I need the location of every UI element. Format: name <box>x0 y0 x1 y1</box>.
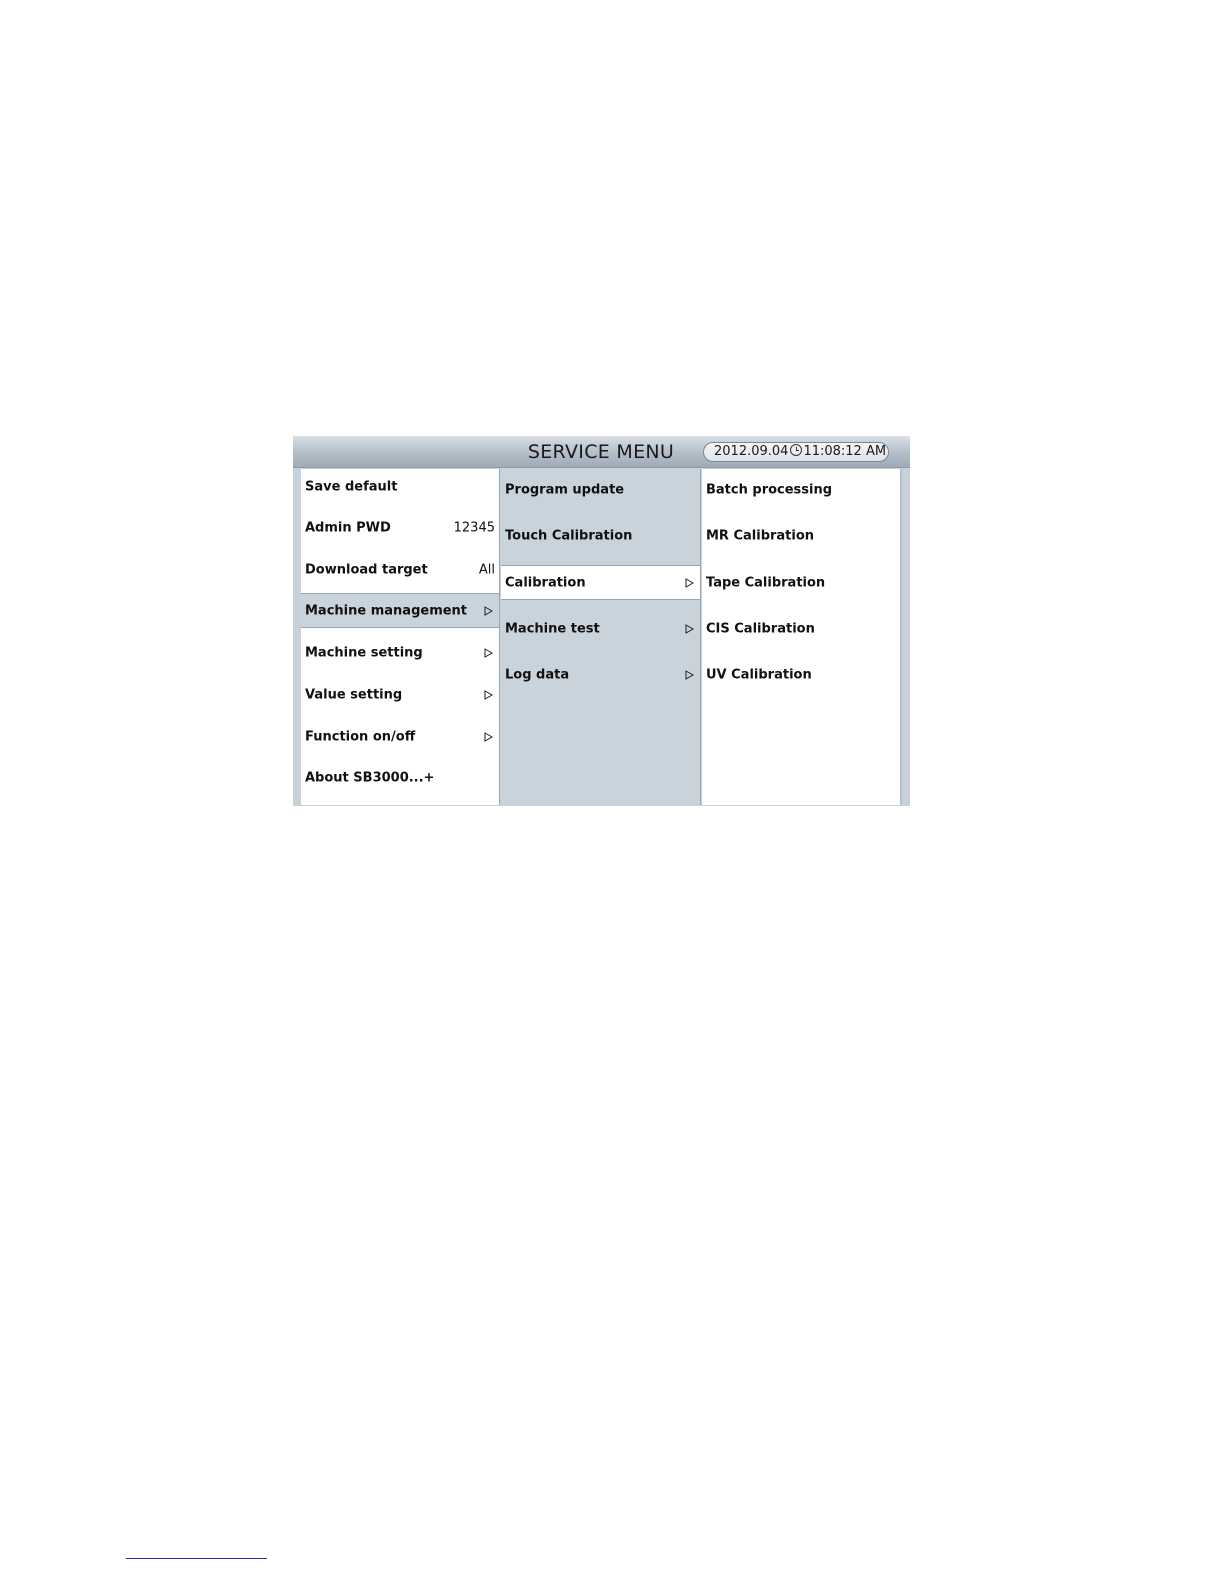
submenu-arrow-icon <box>484 690 493 700</box>
menu-item-label: Batch processing <box>706 482 833 497</box>
menu-item-label: Value setting <box>305 687 403 702</box>
submenu-arrow-icon <box>685 578 694 588</box>
menu-item-label: CIS Calibration <box>706 621 815 636</box>
clock-icon <box>790 444 802 456</box>
menu-item-function-on-off[interactable] <box>301 719 499 754</box>
submenu-item-machine-test[interactable] <box>501 611 700 646</box>
date-time-display <box>703 442 889 462</box>
menu-item-label: Save default <box>305 479 398 494</box>
menu-item-label: UV Calibration <box>706 667 812 682</box>
calibration-item-cis-calibration[interactable] <box>702 611 900 646</box>
menu-item-label: Calibration <box>505 575 586 590</box>
menu-item-machine-setting[interactable] <box>301 635 499 670</box>
menu-item-label: Log data <box>505 667 570 682</box>
menu-item-admin-pwd[interactable] <box>301 510 499 545</box>
menu-column-calibration <box>702 469 902 805</box>
date-text: 2012.09.04 <box>714 444 789 459</box>
calibration-item-uv-calibration[interactable] <box>702 657 900 692</box>
submenu-arrow-icon <box>685 670 694 680</box>
submenu-arrow-icon <box>484 606 493 616</box>
footnote-separator <box>126 1558 267 1559</box>
menu-item-label: MR Calibration <box>706 528 815 543</box>
menu-item-label: Tape Calibration <box>706 575 826 590</box>
submenu-arrow-icon <box>685 624 694 634</box>
menu-item-machine-management[interactable] <box>301 593 499 628</box>
menu-item-label: Admin PWD <box>305 520 391 535</box>
submenu-item-program-update[interactable] <box>501 472 700 507</box>
menu-item-value-setting[interactable] <box>301 677 499 712</box>
submenu-arrow-icon <box>484 732 493 742</box>
menu-item-label: Machine management <box>305 603 468 618</box>
submenu-item-calibration[interactable] <box>501 565 700 600</box>
submenu-item-log-data[interactable] <box>501 657 700 692</box>
menu-item-value: All <box>478 562 495 577</box>
calibration-item-tape-calibration[interactable] <box>702 565 900 600</box>
title-bar <box>293 436 910 468</box>
menu-item-label: Machine setting <box>305 645 423 660</box>
menu-column-machine-management <box>501 469 701 805</box>
menu-item-save-default[interactable] <box>301 469 499 504</box>
menu-item-label: Machine test <box>505 621 600 636</box>
menu-item-label: Download target <box>305 562 428 577</box>
calibration-item-batch-processing[interactable] <box>702 472 900 507</box>
menu-item-download-target[interactable] <box>301 552 499 587</box>
menu-item-label: Touch Calibration <box>505 528 633 543</box>
menu-column-main <box>301 469 500 805</box>
time-text: 11:08:12 AM <box>803 444 887 459</box>
page-title: SERVICE MENU <box>527 441 675 463</box>
menu-item-value: 12345 <box>453 520 495 535</box>
menu-item-label: About SB3000...+ <box>305 770 435 785</box>
menu-item-label: Function on/off <box>305 729 416 744</box>
submenu-item-touch-calibration[interactable] <box>501 518 700 553</box>
menu-item-label: Program update <box>505 482 625 497</box>
submenu-arrow-icon <box>484 648 493 658</box>
menu-item-about-sb3000[interactable] <box>301 760 499 795</box>
service-menu-screen <box>293 436 910 806</box>
calibration-item-mr-calibration[interactable] <box>702 518 900 553</box>
